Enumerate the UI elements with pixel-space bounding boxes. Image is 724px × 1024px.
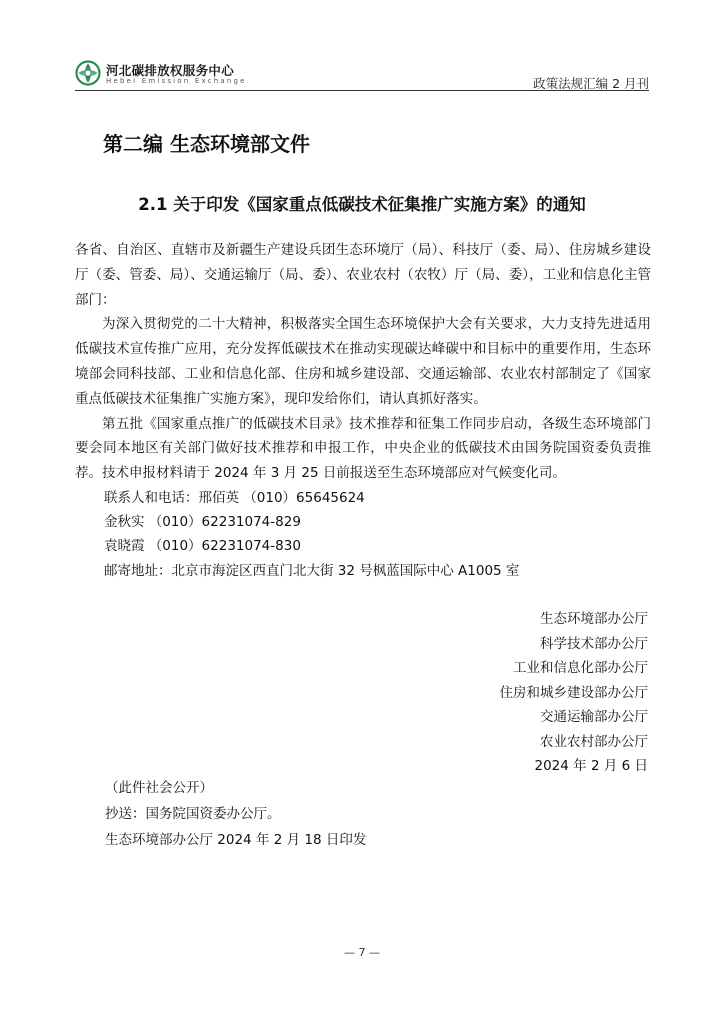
contact-line-1: 联系人和电话：邢佰英 （010）65645624: [104, 489, 365, 506]
publication-name: 政策法规汇编 2 月刊: [533, 76, 649, 91]
addressees: 各省、自治区、直辖市及新疆生产建设兵团生态环境厅（局）、科技厅（委、局）、住房城乡建设厅（委、管委、局）、交通运输厅（局、委）、农业农村（农牧）厅（局、委），工业和信息化主管部门：: [75, 242, 651, 308]
contact-line-2: 金秋实 （010）62231074-829: [104, 514, 301, 531]
page-header: [75, 58, 649, 90]
signer-block: [500, 607, 649, 779]
page-number: — 7 —: [344, 946, 380, 959]
signer: 工业和信息化部办公厅: [513, 660, 648, 676]
org-name-en: Hebei Emission Exchange: [106, 77, 247, 85]
cc-line: 抄送：国务院国资委办公厅。: [105, 806, 281, 822]
signer: 农业农村部办公厅: [540, 733, 648, 750]
disclosure-note: （此件社会公开）: [105, 780, 213, 796]
document-footer: [105, 775, 366, 853]
part-title: 第二编 生态环境部文件: [103, 132, 310, 156]
signer: 科学技术部办公厅: [540, 635, 648, 652]
signer: 交通运输部办公厅: [540, 709, 648, 725]
hebei-emission-exchange-logo-icon: [75, 60, 101, 86]
signing-date: 2024 年 2 月 6 日: [534, 758, 648, 774]
body-paragraph-1: 为深入贯彻党的二十大精神，积极落实全国生态环境保护大会有关要求，大力支持先进适用低碳技术宣传推广应用，充分发挥低碳技术在推动实现碳达峰碳中和目标中的重要作用，生态环境部会同科技部、工业和信息化部、住房和城乡建设部、交通运输部、农业农村部制定了《国家重点低碳技术征集推广实施方案》，现印发给你们，请认真抓好落实。: [75, 316, 651, 407]
body-paragraph-2: 第五批《国家重点推广的低碳技术目录》技术推荐和征集工作同步启动，各级生态环境部门要会同本地区有关部门做好技术推荐和申报工作，中央企业的低碳技术由国务院国资委负责推荐。技术申报材料请于 2024 年 3 月 25 日前报送至生态环境部应对气候变化司。: [75, 415, 651, 482]
issued-line: 生态环境部办公厅 2024 年 2 月 18 日印发: [105, 832, 367, 848]
contact-line-3: 袁晓霞 （010）62231074-830: [104, 538, 301, 555]
signer: 住房和城乡建设部办公厅: [499, 684, 648, 701]
header-divider: [75, 90, 649, 91]
document-body: [75, 238, 651, 583]
document-title: 2.1 关于印发《国家重点低碳技术征集推广实施方案》的通知: [138, 195, 586, 214]
org-name-cn: 河北碳排放权服务中心: [106, 63, 235, 78]
mailing-address: 邮寄地址：北京市海淀区西直门北大街 32 号枫蓝国际中心 A1005 室: [104, 562, 520, 579]
signer: 生态环境部办公厅: [540, 611, 648, 627]
